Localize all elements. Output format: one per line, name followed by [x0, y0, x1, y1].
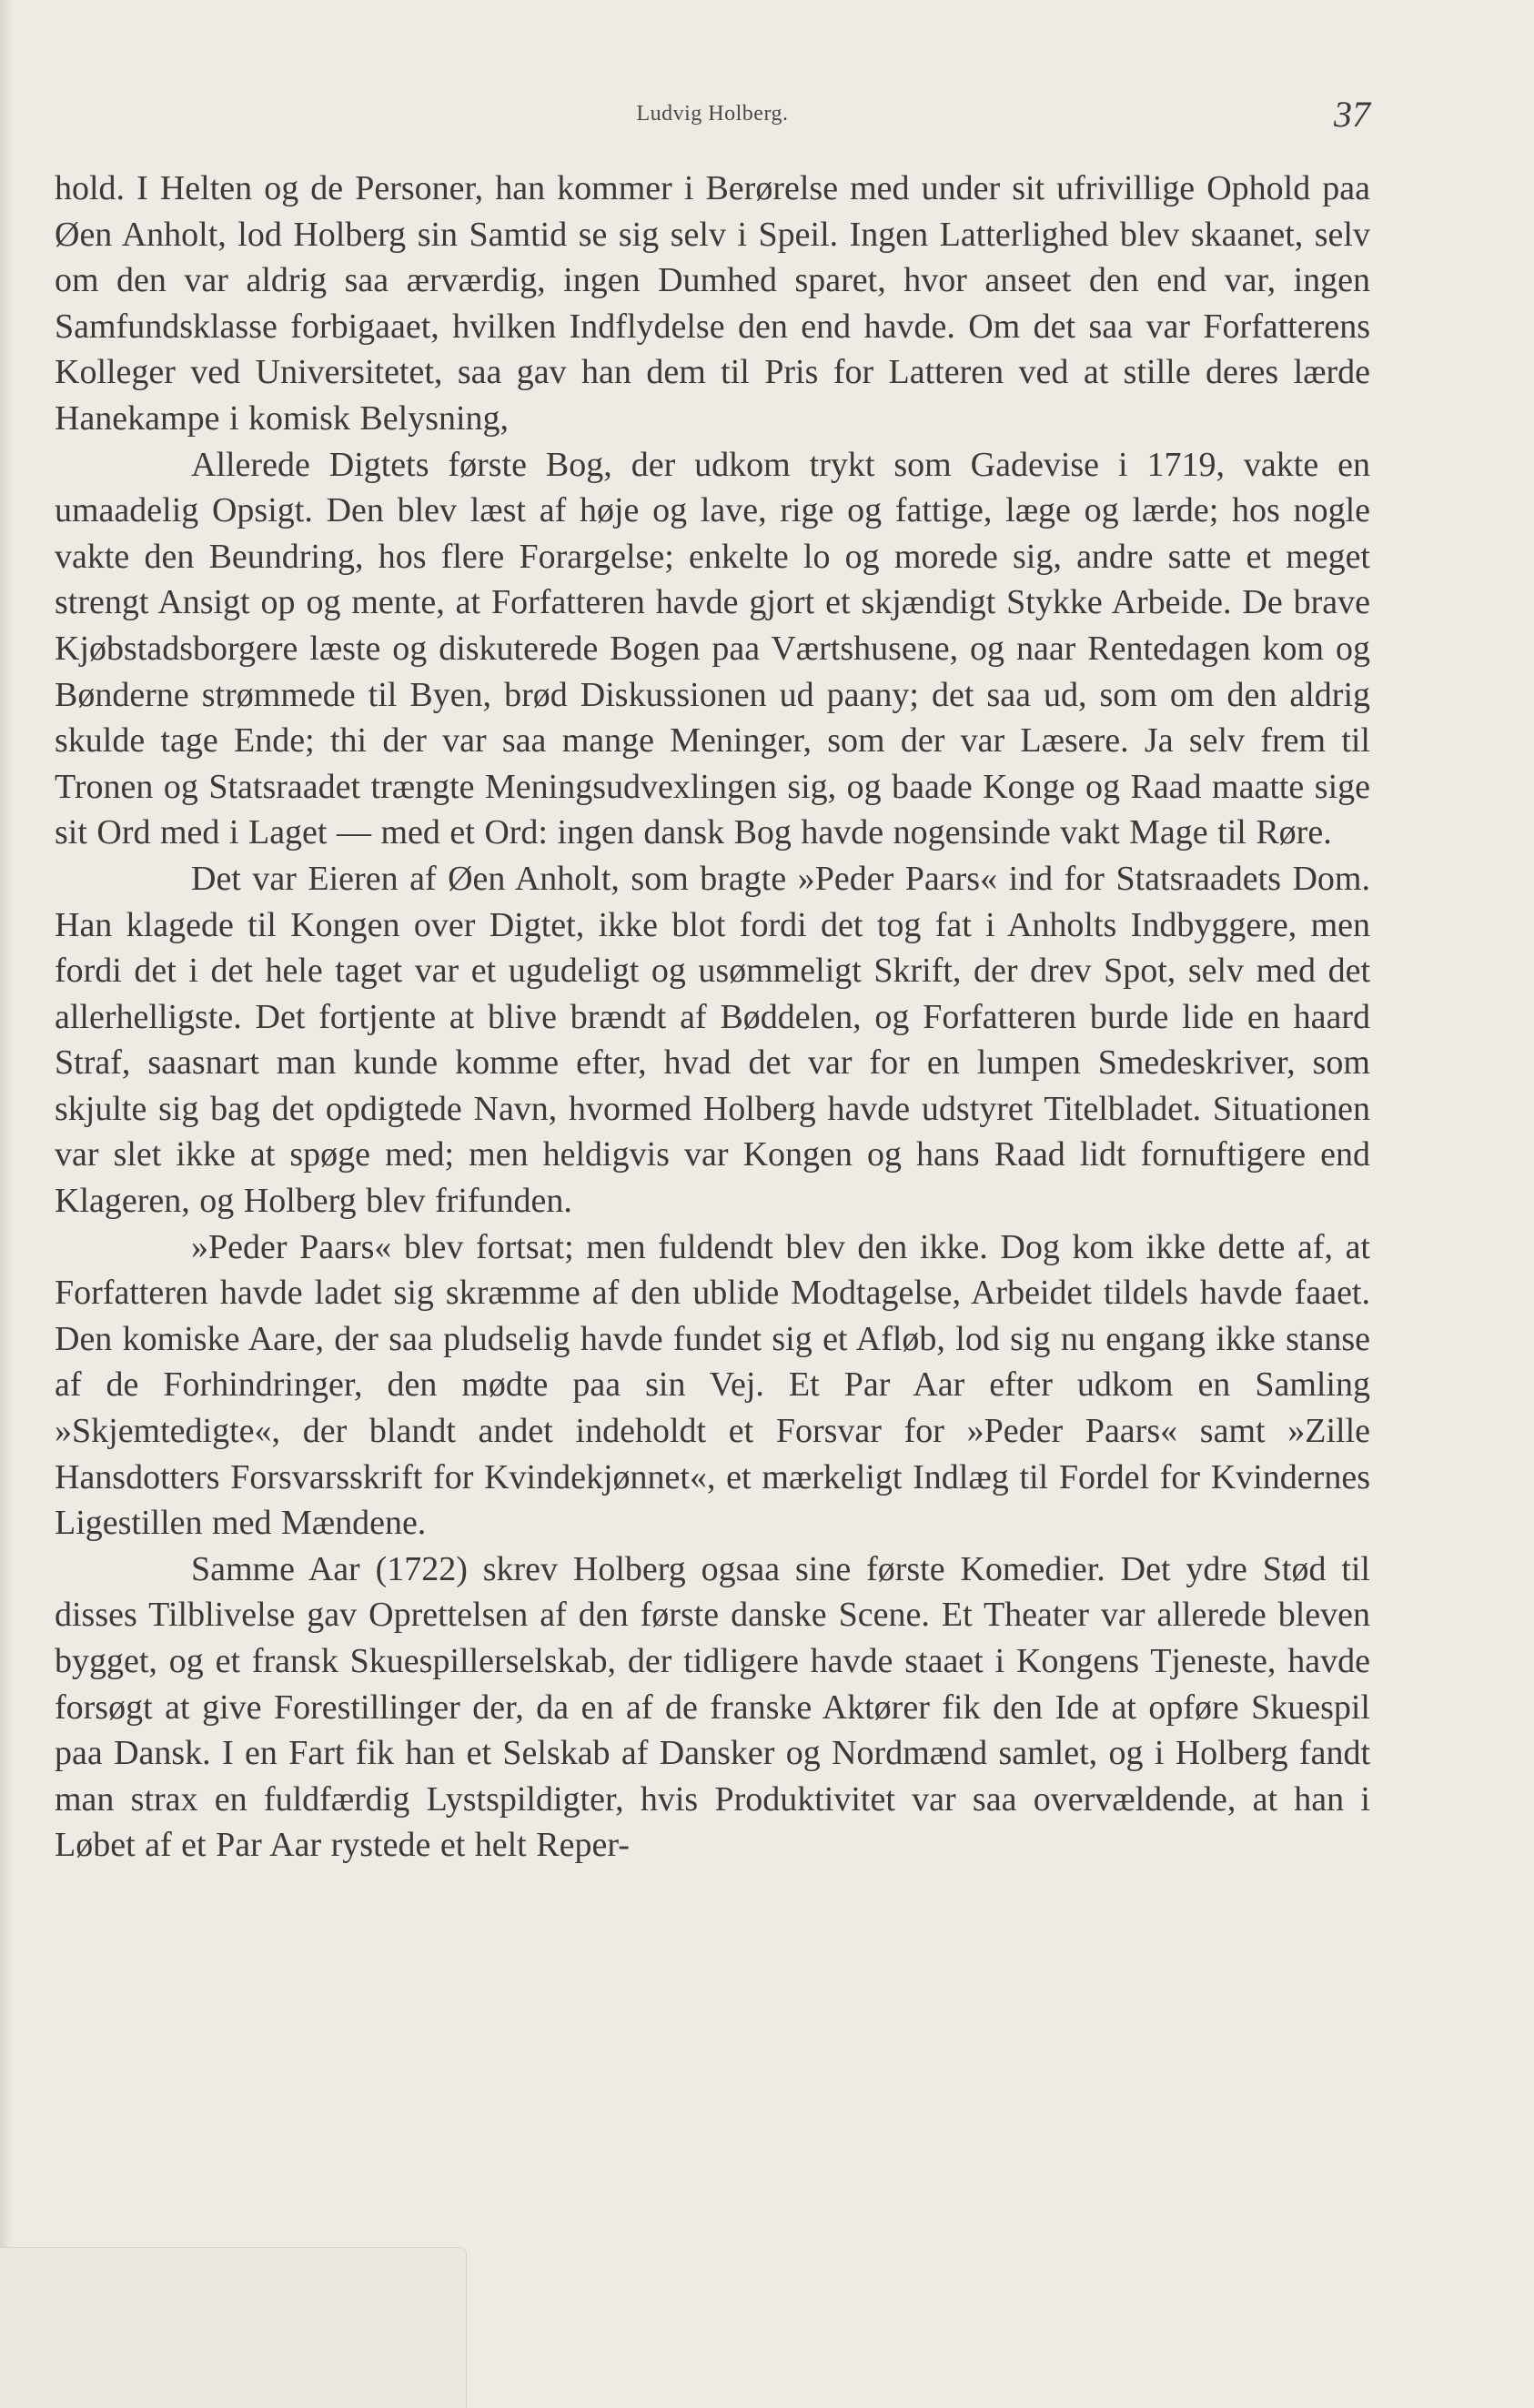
paragraph-4: »Peder Paars« blev fortsat; men fuldendt blev den ikke. Dog kom ikke dette af, at Forfatteren havde ladet sig skræmme af den ublide Modtagelse, Arbeidet tildels havde faaet. Den komiske Aare, der saa pludselig havde fundet sig et Afløb, lod sig nu engang ikke stanse af de Forhindringer, den mødte paa sin Vej. Et Par Aar efter udkom en Samling »Skjemtedigte«, der blandt andet indeholdt et Forsvar for »Peder Paars« samt »Zille Hansdotters Forsvarsskrift for Kvindekjønnet«, et mærkeligt Indlæg til Fordel for Kvindernes Ligestillen med Mændene. — [55, 1227, 1370, 1543]
running-head: Ludvig Holberg. — [636, 102, 789, 126]
paragraph-1: hold. I Helten og de Personer, han kommer i Berørelse med under sit ufrivillige Ophold paa Øen Anholt, lod Holberg sin Samtid se sig selv i Speil. Ingen Latterlighed blev skaanet, selv om den var aldrig saa ærværdig, ingen Dumhed sparet, hvor anseet den end var, ingen Samfundsklasse forbigaaet, hvilken Indflydelse den end havde. Om det saa var Forfatterens Kolleger ved Universitetet, saa gav han dem til Pris for Latteren ved at stille deres lærde Hanekampe i komisk Belysning, — [55, 169, 1370, 438]
scan-artifact-tab — [0, 2247, 467, 2408]
body-text — [55, 166, 1370, 1869]
paragraph-2: Allerede Digtets første Bog, der udkom trykt som Gadevise i 1719, vakte en umaadelig Opsigt. Den blev læst af høje og lave, rige og fattige, læge og lærde; hos nogle vakte den Beundring, hos flere Forargelse; enkelte lo og morede sig, andre satte et meget strengt Ansigt op og mente, at Forfatteren havde gjort et skjændigt Stykke Arbeide. De brave Kjøbstadsborgere læste og diskuterede Bogen paa Værtshusene, og naar Rentedagen kom og Bønderne strømmede til Byen, brød Diskussionen ud paany; det saa ud, som om den aldrig skulde tage Ende; thi der var saa mange Meninger, som der var Læsere. Ja selv frem til Tronen og Statsraadet trængte Meningsudvexlingen sig, og baade Konge og Raad maatte sige sit Ord med i Laget — med et Ord: ingen dansk Bog havde nogensinde vakt Mage til Røre. — [55, 445, 1370, 852]
paragraph-5: Samme Aar (1722) skrev Holberg ogsaa sine første Komedier. Det ydre Stød til disses Tilblivelse gav Oprettelsen af den første danske Scene. Et Theater var allerede bleven bygget, og et fransk Skuespillerselskab, der tidligere havde staaet i Kongens Tjeneste, havde forsøgt at give Forestillinger der, da en af de franske Aktører fik den Ide at opføre Skuespil paa Dansk. I en Fart fik han et Selskab af Dansker og Nordmænd samlet, og i Holberg fandt man strax en fuldfærdig Lystspildigter, hvis Produktivitet var saa overvældende, at han i Løbet af et Par Aar rystede et helt Reper- — [55, 1549, 1370, 1865]
paragraph-3: Det var Eieren af Øen Anholt, som bragte »Peder Paars« ind for Statsraadets Dom. Han klagede til Kongen over Digtet, ikke blot fordi det tog fat i Anholts Indbyggere, men fordi det i det hele taget var et ugudeligt og usømmeligt Skrift, der drev Spot, selv med det allerhelligste. Det fortjente at blive brændt af Bøddelen, og Forfatteren burde lide en haard Straf, saasnart man kunde komme efter, hvad det var for en lumpen Smedeskriver, som skjulte sig bag det opdigtede Navn, hvormed Holberg havde udstyret Titelbladet. Situationen var slet ikke at spøge med; men heldigvis var Kongen og hans Raad lidt fornuftigere end Klageren, og Holberg blev frifunden. — [55, 859, 1370, 1221]
page-number: 37 — [1334, 94, 1370, 135]
page-header — [55, 94, 1370, 135]
page-binding-edge — [0, 0, 13, 2407]
